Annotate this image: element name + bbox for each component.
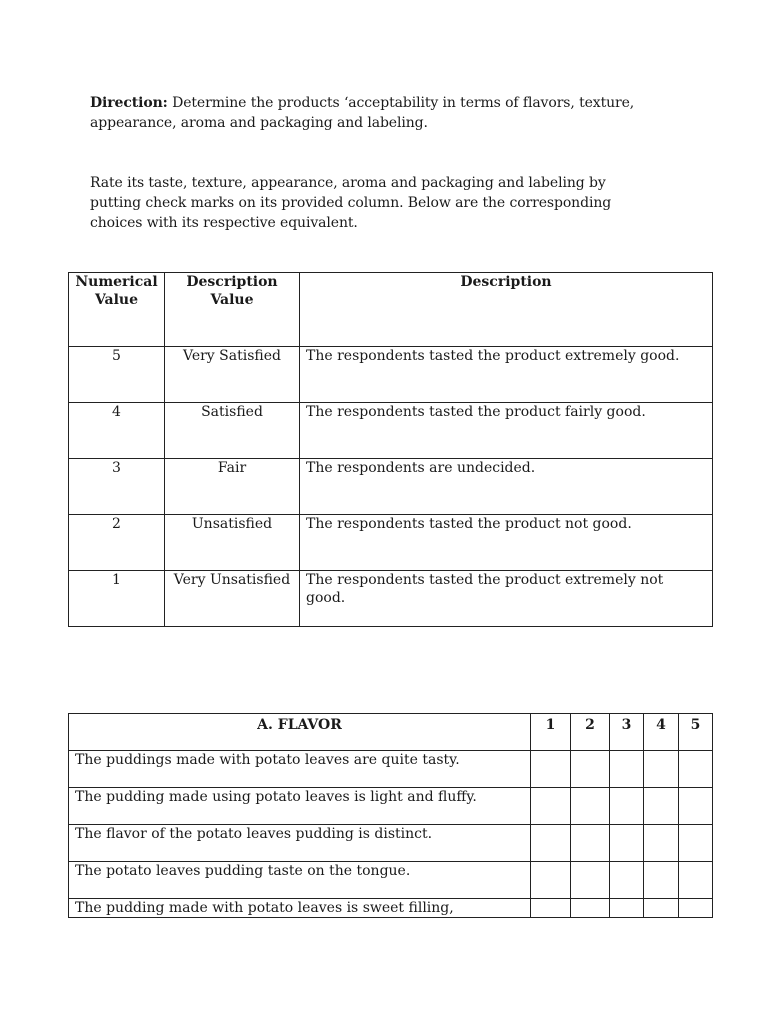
flavor-statement: The potato leaves pudding taste on the tongue.	[69, 862, 531, 899]
header-description	[300, 273, 713, 347]
flavor-statement: The puddings made with potato leaves are quite tasty.	[69, 751, 531, 788]
rating-checkbox-5[interactable]	[679, 862, 713, 899]
numerical-value-cell: 3	[69, 459, 165, 515]
table-row	[69, 403, 713, 459]
numerical-value-cell: 2	[69, 515, 165, 571]
table-row	[69, 862, 713, 899]
rating-checkbox-1[interactable]	[531, 751, 571, 788]
description-cell: The respondents tasted the product extremely not good.	[300, 571, 713, 627]
header-description-text: Description	[460, 274, 552, 290]
direction-paragraph	[90, 93, 690, 133]
rating-scale-table	[68, 272, 713, 627]
rating-checkbox-1[interactable]	[531, 825, 571, 862]
flavor-section-title-text: A. FLAVOR	[257, 717, 342, 733]
rating-header-3-text: 3	[621, 717, 632, 733]
rating-checkbox-1[interactable]	[531, 788, 571, 825]
rating-header-2-text: 2	[585, 717, 595, 733]
table-row	[69, 347, 713, 403]
instruction-paragraph: Rate its taste, texture, appearance, aroma and packaging and labeling by putting check marks on its provided column. Below are the corresponding choices with its respective equivalent.	[90, 175, 612, 231]
rating-header-4-text: 4	[656, 717, 666, 733]
rating-checkbox-3[interactable]	[610, 788, 644, 825]
rating-checkbox-2[interactable]	[571, 899, 610, 918]
rating-checkbox-2[interactable]	[571, 751, 610, 788]
scale-header-row	[69, 273, 713, 347]
rating-checkbox-4[interactable]	[644, 788, 679, 825]
rating-checkbox-5[interactable]	[679, 788, 713, 825]
rating-checkbox-4[interactable]	[644, 751, 679, 788]
table-row	[69, 571, 713, 627]
numerical-value-cell: 5	[69, 347, 165, 403]
flavor-statement: The pudding made with potato leaves is sweet filling,	[69, 899, 531, 918]
flavor-section-title	[69, 714, 531, 751]
numerical-value-cell: 1	[69, 571, 165, 627]
rating-header-5	[679, 714, 713, 751]
direction-label: Direction:	[90, 95, 168, 111]
rating-checkbox-4[interactable]	[644, 825, 679, 862]
rating-header-5-text: 5	[690, 717, 701, 733]
direction-text: Determine the products ‘acceptability in terms of flavors, texture, appearance, aroma and packaging and labeling.	[90, 95, 635, 131]
rating-checkbox-2[interactable]	[571, 788, 610, 825]
description-value-cell: Very Satisfied	[165, 347, 300, 403]
rating-checkbox-3[interactable]	[610, 751, 644, 788]
flavor-header-row	[69, 714, 713, 751]
description-value-cell: Unsatisfied	[165, 515, 300, 571]
rating-checkbox-1[interactable]	[531, 862, 571, 899]
table-row	[69, 899, 713, 918]
rating-checkbox-5[interactable]	[679, 751, 713, 788]
description-value-cell: Satisfied	[165, 403, 300, 459]
description-value-cell: Very Unsatisfied	[165, 571, 300, 627]
numerical-value-cell: 4	[69, 403, 165, 459]
flavor-statement: The pudding made using potato leaves is light and fluffy.	[69, 788, 531, 825]
rating-checkbox-4[interactable]	[644, 862, 679, 899]
header-description-value	[165, 273, 300, 347]
flavor-rating-table	[68, 713, 713, 918]
rating-checkbox-3[interactable]	[610, 899, 644, 918]
rating-checkbox-2[interactable]	[571, 862, 610, 899]
description-cell: The respondents tasted the product extremely good.	[300, 347, 713, 403]
rating-header-2	[571, 714, 610, 751]
table-row	[69, 515, 713, 571]
flavor-statement: The flavor of the potato leaves pudding is distinct.	[69, 825, 531, 862]
rating-checkbox-5[interactable]	[679, 899, 713, 918]
table-row	[69, 459, 713, 515]
rating-checkbox-1[interactable]	[531, 899, 571, 918]
header-description-value-text: Description Value	[186, 274, 278, 308]
rating-checkbox-5[interactable]	[679, 825, 713, 862]
rating-header-4	[644, 714, 679, 751]
table-row	[69, 825, 713, 862]
header-numerical-value	[69, 273, 165, 347]
description-value-cell: Fair	[165, 459, 300, 515]
header-numerical-value-text: Numerical Value	[75, 274, 158, 308]
rating-header-1	[531, 714, 571, 751]
description-cell: The respondents tasted the product not good.	[300, 515, 713, 571]
rating-checkbox-4[interactable]	[644, 899, 679, 918]
rating-checkbox-2[interactable]	[571, 825, 610, 862]
table-row	[69, 751, 713, 788]
description-cell: The respondents are undecided.	[300, 459, 713, 515]
table-row	[69, 788, 713, 825]
rating-header-1-text: 1	[545, 717, 556, 733]
rating-checkbox-3[interactable]	[610, 862, 644, 899]
rating-header-3	[610, 714, 644, 751]
rating-checkbox-3[interactable]	[610, 825, 644, 862]
description-cell: The respondents tasted the product fairly good.	[300, 403, 713, 459]
